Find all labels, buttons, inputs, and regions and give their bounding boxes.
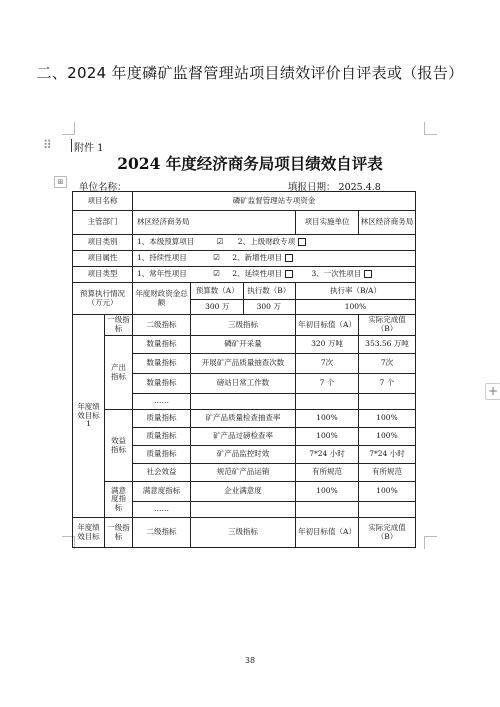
crop-mark-bottom-right [424, 536, 437, 549]
cell: 数量指标 [133, 354, 191, 374]
checked-box-icon[interactable]: ☑ [216, 237, 224, 247]
cell: 320 万吨 [296, 336, 359, 354]
table-row [73, 336, 416, 354]
unit-label: 单位名称： [79, 182, 127, 193]
type-option-2: 2、延续性项目 [232, 269, 283, 279]
cell: 满意度指标 [133, 482, 191, 502]
cell: 100% [296, 428, 359, 446]
cell: 353.56 万吨 [359, 336, 416, 354]
checked-box-icon[interactable]: ☑ [213, 253, 220, 263]
attribute-option-1: 1、持续性项目 [137, 253, 187, 263]
crop-mark-top-left [62, 122, 75, 135]
cell: 有所规范 [296, 464, 359, 482]
plus-icon[interactable]: + [485, 383, 500, 400]
cell: 年初目标值（A） [296, 315, 359, 336]
goal-label: 年度绩效目标 1 [73, 315, 105, 518]
exec-value: 300 万 [256, 302, 281, 311]
crop-mark-top-right [424, 122, 437, 135]
table-row [73, 315, 416, 336]
cell: 林区经济商务局 [133, 211, 296, 235]
cell: 企业满意度 [191, 482, 296, 502]
category-option-2: 2、上级财政专项 [237, 237, 296, 247]
cell [191, 502, 296, 518]
cell [191, 300, 296, 315]
section-title: 二、2024 年度磷矿监督管理站项目绩效评价自评表或（报告） [36, 64, 464, 82]
cell: 磅站日常工作数 [191, 374, 296, 394]
cell: 项目属性 [73, 251, 133, 267]
cell: 7次 [359, 354, 416, 374]
cell: 开展矿产品质量抽查次数 [191, 354, 296, 374]
cell: 林区经济商务局 [359, 211, 416, 235]
cell: 100% [359, 410, 416, 428]
cell: 二级指标 [133, 315, 191, 336]
cell: 三级指标 [191, 315, 296, 336]
cell: 年度财政资金总额 [133, 283, 191, 315]
cell [191, 283, 296, 300]
goal-label-2: 年度绩效目标 [73, 518, 105, 548]
table-row [73, 410, 416, 428]
cell [133, 267, 416, 283]
table-row [73, 251, 416, 267]
cell: 质量指标 [133, 410, 191, 428]
cell: 一级指标 [105, 518, 133, 548]
cell: 实际完成值（B） [359, 518, 416, 548]
cell: 7 个 [296, 374, 359, 394]
type-option-3: 3、一次性项目 [311, 269, 362, 279]
cell: 项目名称 [73, 192, 133, 211]
cell: 数量指标 [133, 374, 191, 394]
cell: 7*24 小时 [296, 446, 359, 464]
cell: 执行率（B/A） [296, 283, 416, 300]
cell: 项目类别 [73, 235, 133, 251]
annex-label: 附件 1 [74, 139, 104, 154]
cell: 三级指标 [191, 518, 296, 548]
cell [133, 235, 416, 251]
cell: 有所规范 [359, 464, 416, 482]
cell: 矿产品过磅检查率 [191, 428, 296, 446]
cell: 项目实施单位 [296, 211, 359, 235]
budget-header: 预算数（A） [192, 283, 244, 299]
exec-header: 执行数（B） [247, 286, 291, 295]
performance-table [72, 191, 416, 548]
cell: …… [133, 394, 191, 410]
cell [133, 251, 416, 267]
cell: 磷矿开采量 [191, 336, 296, 354]
cell: 效益指标 [105, 410, 133, 482]
cell: 矿产品质量检查抽查率 [191, 410, 296, 428]
cell: 磷矿监督管理站专项资金 [133, 192, 416, 211]
cell [191, 394, 296, 410]
cell: 数量指标 [133, 336, 191, 354]
cell [359, 394, 416, 410]
table-row [73, 211, 416, 235]
cell [359, 502, 416, 518]
fill-date: 填报日期： 2025.4.8 [288, 182, 381, 193]
checked-box-icon[interactable]: ☑ [213, 269, 220, 279]
type-option-1: 1、常年性项目 [137, 269, 187, 279]
drag-handle-icon[interactable]: ⠿ [43, 138, 52, 152]
cell: 项目类型 [73, 267, 133, 283]
cell: 100% [296, 410, 359, 428]
cell: …… [133, 502, 191, 518]
cell: 质量指标 [133, 428, 191, 446]
cell: 主管部门 [73, 211, 133, 235]
cell: 预算执行情况（万元） [73, 283, 133, 315]
cell: 规范矿产品运销 [191, 464, 296, 482]
checkbox-icon[interactable] [285, 254, 293, 262]
cell [296, 394, 359, 410]
doc-title: 2024 年度经济商务局项目绩效自评表 [117, 154, 383, 173]
cell: 二级指标 [133, 518, 191, 548]
expand-icon[interactable]: ⊞ [54, 176, 67, 188]
table-row [73, 192, 416, 211]
attribute-option-2: 2、新增性项目 [232, 253, 283, 263]
table-row [73, 235, 416, 251]
checkbox-icon[interactable] [364, 270, 372, 278]
table-row [73, 518, 416, 548]
cell: 实际完成值（B） [359, 315, 416, 336]
checkbox-icon[interactable] [298, 238, 306, 246]
table-row [73, 267, 416, 283]
cell [296, 502, 359, 518]
category-option-1: 1、本级预算项目 [137, 237, 195, 247]
cell: 质量指标 [133, 446, 191, 464]
cell: 社会效益 [133, 464, 191, 482]
table-row [73, 482, 416, 502]
cell: 7*24 小时 [359, 446, 416, 464]
budget-value: 300 万 [192, 300, 244, 314]
cell: 100% [359, 428, 416, 446]
cell: 一级指标 [105, 315, 133, 336]
page-number: 38 [244, 656, 256, 665]
cell: 满意度指标 [105, 482, 133, 518]
cell: 7 个 [359, 374, 416, 394]
cell: 7次 [296, 354, 359, 374]
cell: 100% [359, 482, 416, 502]
cell: 产出指标 [105, 336, 133, 410]
cell: 100% [296, 482, 359, 502]
cell: 100% [296, 300, 416, 315]
cell: 矿产品监控时效 [191, 446, 296, 464]
cell: 年初目标值（A） [296, 518, 359, 548]
checkbox-icon[interactable] [285, 270, 293, 278]
table-row [73, 283, 416, 300]
